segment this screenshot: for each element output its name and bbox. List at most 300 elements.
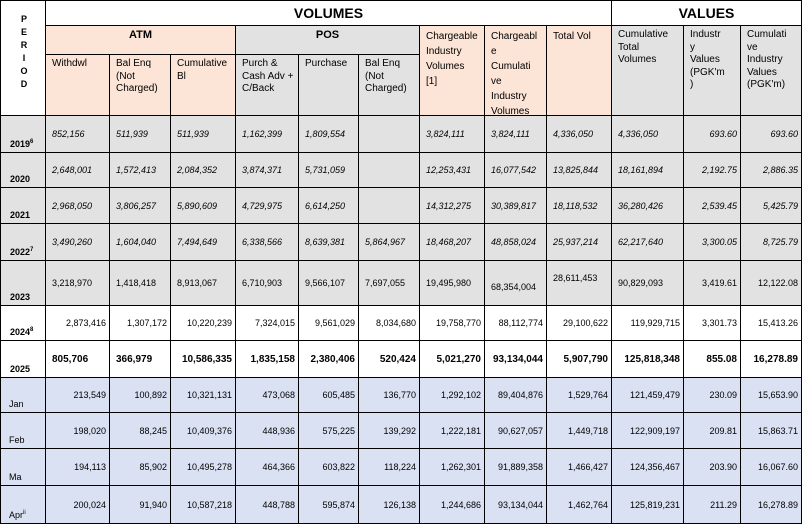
atm-bal-enq-cell — [110, 413, 171, 449]
purch-cash-adv-cell — [236, 153, 299, 188]
cell-value: 5,425.79 — [762, 200, 798, 211]
purchase-cell — [299, 341, 359, 378]
cell-value: 473,068 — [262, 390, 295, 400]
pos-bal-enq-cell — [359, 116, 420, 153]
cell-value: 511,939 — [116, 129, 148, 139]
total-vol-cell — [547, 153, 612, 188]
cell-value: 366,979 — [116, 353, 153, 365]
cell-value: 88,112,774 — [498, 318, 543, 328]
atm-bal-enq-header: Bal Enq (Not Charged) — [110, 55, 171, 116]
cell-value: 4,336,050 — [553, 129, 594, 139]
cell-value: 14,312,275 — [426, 200, 472, 211]
period-text: 2019 — [10, 139, 31, 149]
cell-value: 118,224 — [384, 462, 416, 472]
cumulative-bl-cell — [171, 224, 236, 261]
purch-cash-adv-cell — [236, 188, 299, 224]
cell-value: 852,156 — [52, 129, 85, 139]
cumulative-total-cell — [612, 116, 684, 153]
cell-value: 10,409,376 — [186, 425, 232, 436]
chargeable-volumes-cell — [420, 449, 485, 486]
cell-value: 213,549 — [73, 390, 106, 400]
cell-value: 194,113 — [74, 462, 106, 472]
cumulative-chargeable-cell — [485, 261, 547, 306]
cell-value: 10,587,218 — [186, 499, 232, 510]
industry-values-cell — [684, 116, 741, 153]
cumulative-bl-cell — [171, 378, 236, 413]
cell-value: 1,292,102 — [440, 390, 481, 400]
cell-value: 230.09 — [709, 390, 737, 400]
cell-value: 1,466,427 — [567, 462, 608, 472]
cell-value: 448,788 — [262, 499, 295, 510]
purch-cash-adv-cell — [236, 413, 299, 449]
cell-value: 125,818,348 — [624, 353, 680, 365]
total-vol-header: Total Vol — [547, 26, 612, 116]
cell-value: 91,940 — [139, 499, 167, 510]
cell-value: 16,278.89 — [757, 499, 798, 510]
industry-values-cell — [684, 153, 741, 188]
cell-value: 209.81 — [709, 425, 737, 436]
cumulative-values-cell — [741, 261, 802, 306]
cell-value: 6,614,250 — [305, 200, 346, 211]
cell-value: 19,495,980 — [426, 278, 472, 288]
withdrawal-cell — [46, 224, 110, 261]
cell-value: 2,084,352 — [177, 165, 218, 175]
atm-bal-enq-cell — [110, 153, 171, 188]
cumulative-chargeable-cell — [485, 188, 547, 224]
withdrawal-cell — [46, 341, 110, 378]
cell-value: 2,873,416 — [65, 318, 106, 328]
cumulative-bl-cell — [171, 188, 236, 224]
industry-values-cell — [684, 261, 741, 306]
cumulative-values-header: Cumulati ve Industry Values (PGK'm) — [741, 26, 802, 116]
cell-value: 3,806,257 — [116, 200, 157, 211]
cell-value: 3,300.05 — [701, 237, 737, 247]
cell-value: 520,424 — [379, 353, 416, 365]
cumulative-bl-cell — [171, 153, 236, 188]
purchase-cell — [299, 449, 359, 486]
values-header: VALUES — [612, 0, 802, 26]
cell-value: 121,459,479 — [629, 390, 680, 400]
cell-value: 10,321,131 — [186, 390, 232, 400]
cell-value: 8,725.79 — [762, 237, 798, 247]
cell-value: 3,824,111 — [426, 129, 465, 139]
purchase-cell — [299, 413, 359, 449]
cumulative-bl-cell — [171, 306, 236, 341]
total-vol-cell — [547, 449, 612, 486]
cumulative-total-cell — [612, 486, 684, 524]
atm-bal-enq-cell — [110, 261, 171, 306]
period-label — [9, 399, 24, 409]
industry-values-cell — [684, 341, 741, 378]
cell-value: 10,586,335 — [181, 353, 232, 365]
cell-value: 7,697,055 — [365, 278, 406, 288]
cumulative-chargeable-cell — [485, 449, 547, 486]
cell-value: 18,468,207 — [426, 237, 472, 247]
period-label — [10, 247, 33, 257]
total-vol-cell — [547, 341, 612, 378]
total-vol-cell — [547, 486, 612, 524]
pos-bal-enq-cell — [359, 188, 420, 224]
cell-value: 18,118,532 — [553, 200, 598, 211]
cell-value: 211.29 — [710, 499, 737, 510]
cumulative-total-cell — [612, 153, 684, 188]
cell-value: 16,077,542 — [491, 165, 537, 175]
cell-value: 693.60 — [709, 129, 737, 139]
cumulative-total-cell — [612, 306, 684, 341]
pos-bal-enq-cell — [359, 153, 420, 188]
cell-value: 25,937,214 — [553, 237, 599, 247]
industry-values-cell — [684, 378, 741, 413]
period-text: 2025 — [10, 364, 31, 374]
cell-value: 1,418,418 — [116, 278, 157, 288]
cell-value: 511,939 — [177, 129, 209, 139]
cell-value: 119,929,715 — [630, 318, 680, 328]
cumulative-bl-cell — [171, 449, 236, 486]
period-cell — [0, 413, 46, 449]
chargeable-volumes-cell — [420, 341, 485, 378]
pos-bal-enq-header: Bal Enq (Not Charged) — [359, 55, 420, 116]
cell-value: 855.08 — [706, 353, 737, 365]
chargeable-volumes-cell — [420, 378, 485, 413]
period-text: 2021 — [10, 210, 31, 220]
cell-value: 18,161,894 — [618, 165, 664, 175]
cell-value: 1,307,172 — [126, 318, 167, 328]
period-label — [10, 364, 30, 374]
cell-value: 9,561,029 — [314, 318, 355, 328]
cell-value: 19,758,770 — [435, 318, 481, 328]
cell-value: 91,889,358 — [497, 462, 543, 472]
purch-cash-adv-header: Purch & Cash Adv + C/Back — [236, 55, 299, 116]
cell-value: 464,366 — [262, 462, 295, 472]
atm-bal-enq-cell — [110, 188, 171, 224]
pos-bal-enq-cell — [359, 261, 420, 306]
pos-bal-enq-cell — [359, 224, 420, 261]
withdrawal-cell — [46, 306, 110, 341]
volumes-header: VOLUMES — [46, 0, 612, 26]
cumulative-total-cell — [612, 188, 684, 224]
pos-bal-enq-cell — [359, 449, 420, 486]
cell-value: 30,389,817 — [491, 200, 537, 211]
cell-value: 2,380,406 — [310, 353, 355, 365]
total-vol-cell — [547, 413, 612, 449]
total-vol-cell — [547, 378, 612, 413]
period-text: Ma — [9, 472, 22, 482]
period-text: Jan — [9, 399, 24, 409]
cell-value: 1,162,399 — [242, 129, 283, 139]
period-label — [10, 327, 33, 337]
period-label — [9, 435, 25, 445]
period-footnote: 8 — [30, 327, 34, 333]
cell-value: 1,262,301 — [440, 462, 481, 472]
cell-value: 8,034,680 — [375, 318, 416, 328]
period-cell — [0, 306, 46, 341]
cell-value: 1,449,718 — [567, 425, 608, 436]
purchase-cell — [299, 224, 359, 261]
cumulative-chargeable-header: Chargeabl e Cumulati ve Industry Volumes — [485, 26, 547, 116]
cumulative-bl-cell — [171, 486, 236, 524]
purch-cash-adv-cell — [236, 224, 299, 261]
cell-value: 16,278.89 — [753, 353, 798, 365]
pos-bal-enq-cell — [359, 306, 420, 341]
cell-value: 448,936 — [262, 425, 295, 436]
cell-value: 85,902 — [139, 462, 167, 472]
cell-value: 3,874,371 — [242, 165, 283, 175]
withdrawal-cell — [46, 378, 110, 413]
cell-value: 48,858,024 — [491, 237, 537, 247]
cell-value: 62,217,640 — [618, 237, 664, 247]
purchase-cell — [299, 261, 359, 306]
cumulative-total-cell — [612, 224, 684, 261]
cumulative-values-cell — [741, 224, 802, 261]
cell-value: 124,356,467 — [629, 462, 680, 472]
cell-value: 2,886.35 — [762, 165, 798, 175]
cell-value: 16,067.60 — [757, 462, 798, 472]
withdrawal-cell — [46, 188, 110, 224]
industry-values-cell — [684, 449, 741, 486]
cell-value: 12,122.08 — [757, 278, 798, 288]
atm-bal-enq-cell — [110, 341, 171, 378]
cell-value: 1,529,764 — [567, 390, 608, 400]
withdrawal-header: Withdwl — [46, 55, 110, 116]
cell-value: 4,729,975 — [242, 200, 283, 211]
cumulative-total-header: Cumulative Total Volumes — [612, 26, 684, 116]
cell-value: 136,770 — [383, 390, 416, 400]
chargeable-volumes-cell — [420, 153, 485, 188]
cell-value: 575,225 — [322, 425, 355, 436]
purchase-cell — [299, 188, 359, 224]
cumulative-chargeable-cell — [485, 224, 547, 261]
period-footnote: 6 — [30, 139, 34, 145]
period-text: 2023 — [10, 292, 31, 302]
cell-value: 8,913,067 — [177, 278, 218, 288]
cell-value: 10,220,239 — [186, 318, 232, 328]
withdrawal-cell — [46, 116, 110, 153]
industry-values-cell — [684, 413, 741, 449]
pos-bal-enq-cell — [359, 378, 420, 413]
cell-value: 68,354,004 — [491, 282, 537, 292]
period-label — [10, 174, 30, 184]
cell-value: 12,253,431 — [426, 165, 472, 175]
cell-value: 125,819,231 — [629, 499, 680, 510]
cumulative-bl-cell — [171, 341, 236, 378]
cell-value: 1,835,158 — [250, 353, 295, 365]
cell-value: 4,336,050 — [618, 129, 659, 139]
cell-value: 100,892 — [134, 390, 167, 400]
period-footnote: ii — [23, 510, 26, 516]
cumulative-total-cell — [612, 341, 684, 378]
withdrawal-cell — [46, 153, 110, 188]
cell-value: 693.60 — [770, 129, 798, 139]
chargeable-volumes-cell — [420, 188, 485, 224]
cell-value: 10,495,278 — [186, 462, 232, 472]
industry-values-cell — [684, 188, 741, 224]
cell-value: 90,829,093 — [618, 278, 664, 288]
purchase-header: Purchase — [299, 55, 359, 116]
chargeable-volumes-header: Chargeable Industry Volumes [1] — [420, 26, 485, 116]
industry-values-cell — [684, 486, 741, 524]
cumulative-chargeable-cell — [485, 306, 547, 341]
period-cell — [0, 261, 46, 306]
cumulative-total-cell — [612, 413, 684, 449]
cell-value: 2,539.45 — [701, 200, 737, 211]
cell-value: 200,024 — [73, 499, 106, 510]
cell-value: 805,706 — [52, 353, 89, 365]
cell-value: 28,611,453 — [553, 273, 598, 283]
industry-values-header: Industr y Values (PGK'm ) — [684, 26, 741, 116]
cell-value: 36,280,426 — [618, 200, 664, 211]
cumulative-chargeable-cell — [485, 341, 547, 378]
cell-value: 6,338,566 — [242, 237, 283, 247]
period-header-label: P E R I O D — [20, 14, 28, 89]
cell-value: 2,192.75 — [701, 165, 737, 175]
cell-value: 3,490,260 — [52, 237, 93, 247]
cumulative-chargeable-cell — [485, 413, 547, 449]
cell-value: 13,825,844 — [553, 165, 599, 175]
cell-value: 7,494,649 — [177, 237, 218, 247]
atm-header: ATM — [46, 26, 236, 55]
total-vol-cell — [547, 306, 612, 341]
industry-values-cell — [684, 306, 741, 341]
cell-value: 5,890,609 — [177, 200, 218, 211]
cumulative-values-cell — [741, 306, 802, 341]
atm-bal-enq-cell — [110, 486, 171, 524]
cell-value: 2,648,001 — [52, 165, 93, 175]
cell-value: 198,020 — [73, 425, 106, 436]
cumulative-values-cell — [741, 188, 802, 224]
total-vol-cell — [547, 188, 612, 224]
cell-value: 3,419.61 — [701, 278, 737, 288]
cumulative-values-cell — [741, 116, 802, 153]
purch-cash-adv-cell — [236, 449, 299, 486]
cell-value: 1,809,554 — [305, 129, 346, 139]
cumulative-chargeable-cell — [485, 486, 547, 524]
purchase-cell — [299, 306, 359, 341]
period-text: 2020 — [10, 174, 31, 184]
cell-value: 9,566,107 — [305, 278, 346, 288]
chargeable-volumes-cell — [420, 413, 485, 449]
atm-bal-enq-cell — [110, 378, 171, 413]
withdrawal-cell — [46, 261, 110, 306]
cell-value: 15,413.26 — [757, 318, 798, 328]
cell-value: 122,909,197 — [629, 425, 680, 436]
period-text: Feb — [9, 435, 25, 445]
period-label — [10, 292, 30, 302]
cell-value: 1,572,413 — [116, 165, 157, 175]
period-header — [0, 0, 46, 116]
chargeable-volumes-cell — [420, 261, 485, 306]
period-text: 2022 — [10, 247, 31, 257]
cumulative-chargeable-cell — [485, 378, 547, 413]
purchase-cell — [299, 378, 359, 413]
cumulative-bl-header: Cumulative Bl — [171, 55, 236, 116]
cell-value: 5,731,059 — [305, 165, 346, 175]
cumulative-values-cell — [741, 413, 802, 449]
cell-value: 3,218,970 — [52, 278, 93, 288]
cell-value: 90,627,057 — [497, 425, 543, 436]
period-cell — [0, 341, 46, 378]
period-label — [10, 139, 33, 149]
cell-value: 6,710,903 — [242, 278, 283, 288]
pos-header: POS — [236, 26, 420, 55]
pos-bal-enq-cell — [359, 413, 420, 449]
cell-value: 203.90 — [709, 462, 737, 472]
cumulative-total-cell — [612, 261, 684, 306]
cell-value: 15,863.71 — [757, 425, 798, 436]
period-cell — [0, 486, 46, 524]
cumulative-bl-cell — [171, 413, 236, 449]
cell-value: 139,292 — [383, 425, 416, 436]
cell-value: 93,134,044 — [497, 499, 543, 510]
cumulative-total-cell — [612, 449, 684, 486]
cell-value: 126,138 — [383, 499, 416, 510]
withdrawal-cell — [46, 413, 110, 449]
chargeable-volumes-cell — [420, 116, 485, 153]
cell-value — [365, 116, 416, 152]
cumulative-values-cell — [741, 378, 802, 413]
cell-value: 603,822 — [322, 462, 355, 472]
cell-value: 2,968,050 — [52, 200, 93, 211]
cell-value: 1,462,764 — [567, 499, 608, 510]
cell-value: 7,324,015 — [254, 318, 295, 328]
cell-value: 3,824,111 — [491, 129, 530, 139]
cell-value: 3,301.73 — [701, 318, 737, 328]
cumulative-bl-cell — [171, 116, 236, 153]
cell-value: 5,021,270 — [436, 353, 481, 365]
atm-bal-enq-cell — [110, 116, 171, 153]
period-label — [10, 210, 30, 220]
purch-cash-adv-cell — [236, 486, 299, 524]
cumulative-chargeable-cell — [485, 116, 547, 153]
chargeable-volumes-cell — [420, 224, 485, 261]
period-cell — [0, 449, 46, 486]
atm-bal-enq-cell — [110, 449, 171, 486]
purch-cash-adv-cell — [236, 378, 299, 413]
cell-value: 88,245 — [139, 425, 167, 436]
period-cell — [0, 188, 46, 224]
period-cell — [0, 224, 46, 261]
cell-value: 29,100,622 — [562, 318, 608, 328]
cell-value: 605,485 — [322, 390, 355, 400]
total-vol-cell — [547, 224, 612, 261]
total-vol-cell — [547, 116, 612, 153]
industry-values-cell — [684, 224, 741, 261]
purch-cash-adv-cell — [236, 306, 299, 341]
cumulative-bl-cell — [171, 261, 236, 306]
period-cell — [0, 153, 46, 188]
pos-bal-enq-cell — [359, 486, 420, 524]
cumulative-values-cell — [741, 486, 802, 524]
cumulative-values-cell — [741, 153, 802, 188]
period-cell — [0, 378, 46, 413]
cumulative-values-cell — [741, 341, 802, 378]
cell-value: 93,134,044 — [492, 353, 543, 365]
chargeable-volumes-cell — [420, 306, 485, 341]
cell-value: 8,639,381 — [305, 237, 346, 247]
period-text: 2024 — [10, 327, 31, 337]
period-footnote: 7 — [30, 247, 34, 253]
purch-cash-adv-cell — [236, 341, 299, 378]
purch-cash-adv-cell — [236, 261, 299, 306]
cell-value: 89,404,876 — [497, 390, 543, 400]
withdrawal-cell — [46, 449, 110, 486]
atm-bal-enq-cell — [110, 306, 171, 341]
cumulative-total-cell — [612, 378, 684, 413]
cumulative-values-cell — [741, 449, 802, 486]
cell-value: 1,222,181 — [440, 425, 481, 436]
cell-value — [365, 153, 416, 187]
cumulative-chargeable-cell — [485, 153, 547, 188]
period-text: Apr — [9, 510, 24, 520]
